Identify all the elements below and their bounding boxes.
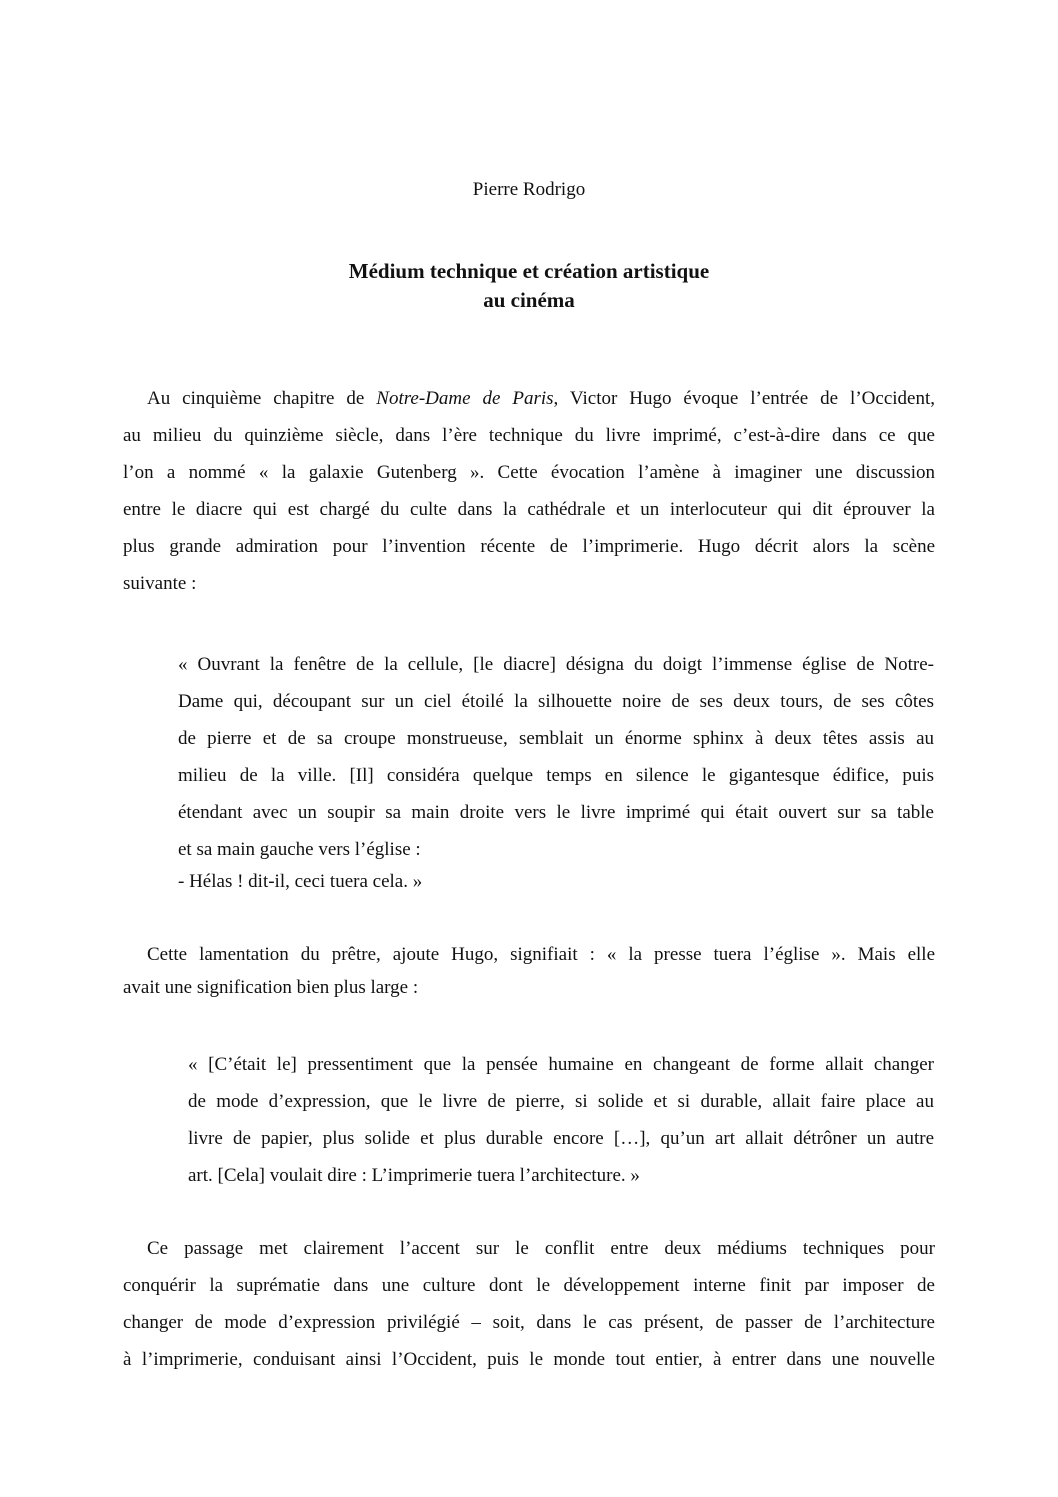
title-line-1: Médium technique et création artistique [348, 259, 710, 283]
quote-line: étendant avec un soupir sa main droite vers le livre imprimé qui était ouvert sur sa table [178, 802, 934, 823]
paragraph-line: plus grande admiration pour l’invention récente de l’imprimerie. Hugo décrit alors la scène [123, 536, 935, 557]
book-title: Notre-Dame de Paris [376, 388, 554, 409]
paragraph-line: changer de mode d’expression privilégié – soit, dans le cas présent, de passer de l’architecture [123, 1312, 935, 1333]
paragraph-3 [123, 1230, 935, 1378]
quote-line: de pierre et de sa croupe monstrueuse, semblait un énorme sphinx à deux têtes assis au [178, 728, 934, 749]
text-run: Au cinquième chapitre de [147, 388, 377, 409]
paragraph-line: suivante : [123, 573, 197, 594]
text-run: , Victor Hugo évoque l’entrée de l’Occident, [553, 388, 935, 409]
paragraph-line: avait une signification bien plus large : [123, 977, 419, 998]
paragraph-line: à l’imprimerie, conduisant ainsi l’Occident, puis le monde tout entier, à entrer dans une nouvelle [123, 1349, 935, 1370]
paragraph-line: entre le diacre qui est chargé du culte dans la cathédrale et un interlocuteur qui dit éprouver la [123, 499, 935, 520]
quote-line: « Ouvrant la fenêtre de la cellule, [le diacre] désigna du doigt l’immense église de Notre- [178, 654, 934, 675]
paragraph-line: Cette lamentation du prêtre, ajoute Hugo, signifiait : « la presse tuera l’église ». Mais elle [147, 944, 935, 965]
paragraph-line: au milieu du quinzième siècle, dans l’ère technique du livre imprimé, c’est-à-dire dans ce que [123, 425, 935, 446]
quote-line: milieu de la ville. [Il] considéra quelque temps en silence le gigantesque édifice, puis [178, 765, 934, 786]
paragraph-line [123, 380, 935, 417]
paragraph-line: conquérir la suprématie dans une culture dont le développement interne finit par imposer de [123, 1275, 935, 1296]
block-quote-2 [188, 1046, 934, 1194]
author-name: Pierre Rodrigo [472, 179, 586, 200]
block-quote-1 [178, 646, 934, 900]
quote-line: « [C’était le] pressentiment que la pensée humaine en changeant de forme allait changer [188, 1054, 934, 1075]
document-title [0, 257, 1058, 315]
quote-line: Dame qui, découpant sur un ciel étoilé la silhouette noire de ses deux tours, de ses côtes [178, 691, 934, 712]
paragraph-line: l’on a nommé « la galaxie Gutenberg ». Cette évocation l’amène à imaginer une discussion [123, 462, 935, 483]
quote-line: de mode d’expression, que le livre de pierre, si solide et si durable, allait faire place au [188, 1091, 934, 1112]
quote-line: art. [Cela] voulait dire : L’imprimerie tuera l’architecture. » [188, 1165, 640, 1186]
title-line-2: au cinéma [483, 288, 575, 312]
paragraph-1 [123, 380, 935, 602]
quote-line: - Hélas ! dit-il, ceci tuera cela. » [178, 871, 423, 892]
paragraph-line: Ce passage met clairement l’accent sur le conflit entre deux médiums techniques pour [147, 1238, 935, 1259]
quote-line: livre de papier, plus solide et plus durable encore […], qu’un art allait détrôner un autre [188, 1128, 934, 1149]
quote-line: et sa main gauche vers l’église : [178, 839, 421, 860]
paragraph-2 [123, 936, 935, 1006]
